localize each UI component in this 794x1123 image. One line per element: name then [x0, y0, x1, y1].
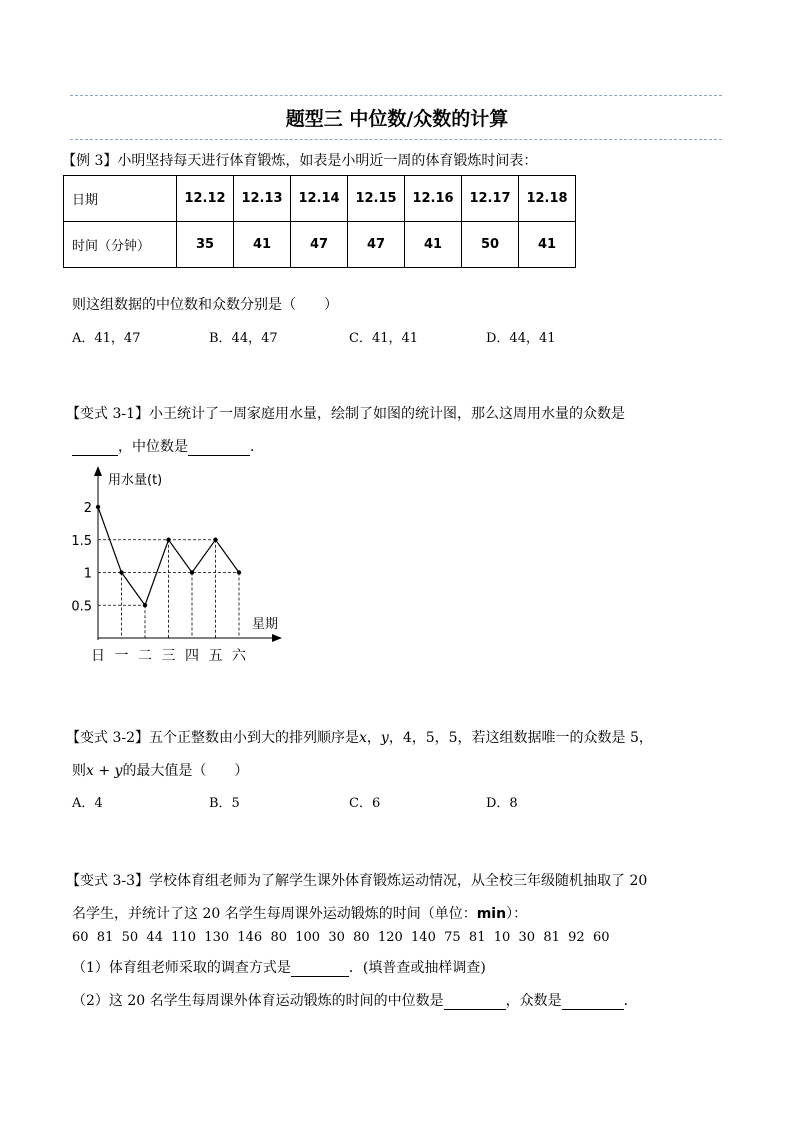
- example3-option-c: C．41，41: [349, 331, 419, 346]
- table-cell: 12.13: [234, 176, 291, 222]
- median-blank: [444, 993, 506, 1010]
- variant32-option-c: C．6: [349, 796, 381, 811]
- example3-option-a: A．41，47: [72, 331, 141, 346]
- x-tick-label: 四: [185, 648, 199, 664]
- table-row-times: [64, 222, 576, 268]
- variant31-line2-mid: ，中位数是: [118, 439, 188, 455]
- data-point: [213, 538, 217, 542]
- table-header-time: 时间（分钟）: [64, 222, 177, 268]
- bottom-dashed-rule: [70, 139, 722, 140]
- median-answer-blank: [188, 439, 250, 456]
- x-tick-label: 六: [232, 648, 246, 664]
- example3-option-b: B．44，47: [209, 331, 278, 346]
- table-cell: 12.16: [405, 176, 462, 222]
- table-header-date: 日期: [64, 176, 177, 222]
- table-cell: 41: [234, 222, 291, 268]
- variant32-sep: ，: [366, 730, 381, 746]
- data-point: [166, 538, 170, 542]
- variant32-line1-b: ，4，5，5，若这组数据唯一的众数是 5，: [388, 730, 653, 746]
- table-row-dates: [64, 176, 576, 222]
- variant33-q2-a: （2）这 20 名学生每周课外体育运动锻炼的时间的中位数是: [72, 993, 444, 1009]
- var-y: y: [380, 730, 389, 746]
- mode-blank: [562, 993, 624, 1010]
- variant33-line2: [72, 903, 527, 923]
- table-cell: 12.15: [348, 176, 405, 222]
- expression-x-plus-y: x + y: [86, 763, 123, 779]
- table-cell: 12.17: [462, 176, 519, 222]
- variant33-q2-c: ．: [623, 993, 638, 1009]
- data-point: [237, 570, 241, 574]
- y-axis-arrow: [94, 466, 102, 476]
- variant33-q1-b: ．(填普查或抽样调查): [348, 960, 486, 976]
- variant31-line2: [72, 436, 264, 456]
- table-cell: 41: [405, 222, 462, 268]
- variant33-line2-a: 名学生，并统计了这 20 名学生每周课外运动锻炼的时间（单位：: [72, 906, 477, 922]
- variant32-line2: [72, 760, 248, 780]
- example3-question: 则这组数据的中位数和众数分别是（ ）: [72, 297, 338, 313]
- example3-intro: 【例 3】小明坚持每天进行体育锻炼，如表是小明近一周的体育锻炼时间表：: [62, 153, 538, 169]
- variant31-line1: 【变式 3-1】小王统计了一周家庭用水量，绘制了如图的统计图，那么这周用水量的众数是: [66, 406, 625, 422]
- variant32-option-d: D．8: [486, 796, 518, 811]
- table-cell: 12.18: [519, 176, 576, 222]
- x-axis-arrow: [272, 634, 282, 642]
- variant33-line1: 【变式 3-3】学校体育组老师为了解学生课外体育锻炼运动情况，从全校三年级随机抽取了 20: [66, 873, 648, 889]
- x-axis-label: 星期: [252, 617, 279, 632]
- variant31-line2-end: ．: [250, 439, 264, 455]
- x-tick-label: 二: [138, 648, 152, 664]
- table-cell: 50: [462, 222, 519, 268]
- variant33-q2: [72, 990, 638, 1010]
- exercise-time-table: [63, 175, 576, 268]
- x-tick-label: 一: [114, 648, 129, 664]
- table-cell: 47: [348, 222, 405, 268]
- mode-answer-blank: [72, 439, 118, 456]
- table-cell: 47: [291, 222, 348, 268]
- variant33-q1: [72, 957, 486, 977]
- page-title: 题型三 中位数/众数的计算: [285, 108, 509, 130]
- var-x: x: [359, 730, 367, 746]
- top-dashed-rule: [70, 95, 722, 96]
- y-tick-label: 1.5: [71, 533, 92, 549]
- y-tick-label: 2: [83, 501, 92, 516]
- example3-option-d: D．44，41: [486, 331, 556, 346]
- variant32-line1-a: 【变式 3-2】五个正整数由小到大的排列顺序是: [66, 730, 359, 746]
- survey-method-blank: [291, 960, 349, 977]
- table-cell: 41: [519, 222, 576, 268]
- data-point: [119, 570, 123, 574]
- table-cell: 12.12: [177, 176, 234, 222]
- data-point: [96, 505, 100, 509]
- variant32-line1: [66, 727, 653, 747]
- data-point: [143, 603, 147, 607]
- variant33-q2-b: ，众数是: [505, 993, 562, 1009]
- y-tick-label: 0.5: [71, 599, 92, 615]
- x-tick-label: 日: [91, 648, 105, 664]
- y-tick-label: 1: [83, 566, 92, 582]
- variant33-line2-b: ）：: [506, 906, 528, 922]
- unit-min: min: [476, 906, 507, 922]
- water-usage-chart: [70, 462, 300, 672]
- y-axis-label: 用水量(t): [108, 473, 163, 488]
- variant32-option-a: A．4: [72, 796, 103, 811]
- variant33-data-line: 60 81 50 44 110 130 146 80 100 30 80 120 140 75 81 10 30 81 92 60: [72, 930, 610, 945]
- table-cell: 35: [177, 222, 234, 268]
- data-point: [190, 570, 194, 574]
- variant32-line2-b: 的最大值是（ ）: [122, 763, 249, 779]
- x-tick-label: 五: [208, 648, 223, 664]
- table-cell: 12.14: [291, 176, 348, 222]
- variant33-q1-a: （1）体育组老师采取的调查方式是: [72, 960, 291, 976]
- x-tick-label: 三: [161, 648, 176, 664]
- variant32-line2-a: 则: [72, 763, 86, 779]
- variant32-option-b: B．5: [209, 796, 240, 811]
